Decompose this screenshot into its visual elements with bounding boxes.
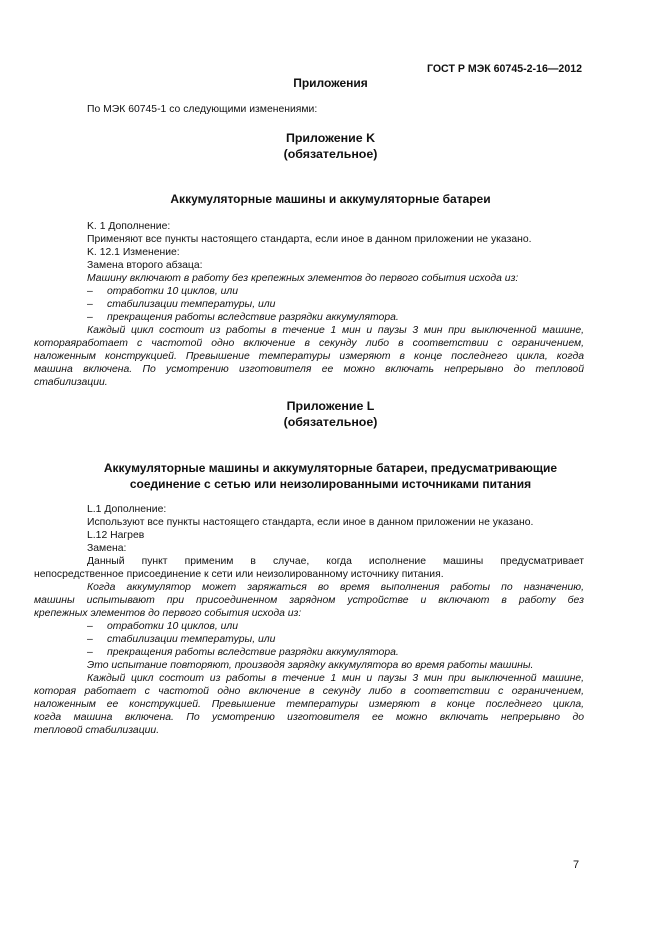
l-list-dash: – (87, 634, 93, 645)
k-para-line: наложенным конструкцией. Превышение температуры измеряют в конце последнего цикла, когда (34, 351, 584, 362)
k-para-line: стабилизации. (34, 377, 108, 388)
appendix-l-subtitle: (обязательное) (283, 415, 378, 429)
k-line-2: Применяют все пункты настоящего стандарта, если иное в данном приложении не указано. (87, 234, 532, 245)
k-para-line: машина включена. По усмотрению изготовителя ее можно включать непрерывно до тепловой (34, 364, 584, 375)
k-line-5: Машину включают в работу без крепежных элементов до первого события исхода из: (87, 273, 519, 284)
k-list-dash: – (87, 286, 93, 297)
l-para1-line: непосредственное присоединение к сети или неизолированному источнику питания. (34, 569, 444, 580)
k-para-line: котораяработает с частотой одно включение в секунду либо в соответствии с ограничением, (34, 338, 584, 349)
appendix-k-title: Приложение K (285, 131, 376, 145)
l-para3-line: тепловой стабилизации. (34, 725, 160, 736)
l-para1-line: Данный пункт применим в случае, когда исполнение машины предусматривает (87, 556, 584, 567)
k-list-item: отработки 10 циклов, или (107, 286, 239, 297)
l-list-dash: – (87, 621, 93, 632)
intro-text: По МЭК 60745-1 со следующими изменениями: (87, 104, 318, 115)
appendix-l-title: Приложение L (286, 399, 375, 413)
l-line-1: L.1 Дополнение: (87, 504, 167, 515)
page-title: Приложения (293, 76, 368, 90)
l-para3-line: которая работает с частотой одно включение в секунду либо в соответствии с ограничением, (34, 686, 584, 697)
k-line-3: K. 12.1 Изменение: (87, 247, 180, 258)
l-line-4: Замена: (87, 543, 127, 554)
l-list-dash: – (87, 647, 93, 658)
l-para2-line: Когда аккумулятор может заряжаться во время выполнения работы по назначению, (87, 582, 584, 593)
l-para2-line: крепежных элементов до первого события исхода из: (34, 608, 302, 619)
appendix-k-heading: Аккумуляторные машины и аккумуляторные батареи (170, 192, 491, 206)
page-number: 7 (573, 859, 580, 871)
appendix-l-heading-2: соединение с сетью или неизолированными источниками питания (129, 477, 532, 491)
k-para-line: Каждый цикл состоит из работы в течение 1 мин и паузы 3 мин при выключенной машине, (87, 325, 584, 336)
k-line-1: K. 1 Дополнение: (87, 221, 171, 232)
l-para3-line: наложенным ее конструкцией. Превышение температуры измеряют в конце последнего цикла, (34, 699, 584, 710)
l-list-item: прекращения работы вследствие разрядки аккумулятора. (107, 647, 399, 658)
appendix-l-heading-1: Аккумуляторные машины и аккумуляторные батареи, предусматривающие (103, 461, 558, 475)
l-line-3: L.12 Нагрев (87, 530, 145, 541)
l-para3-line: когда машина включена. По усмотрению изготовителя ее можно включать непрерывно до (34, 712, 584, 723)
appendix-k-subtitle: (обязательное) (283, 147, 378, 161)
k-list-item: прекращения работы вследствие разрядки аккумулятора. (107, 312, 399, 323)
l-list-item: стабилизации температуры, или (107, 634, 276, 645)
k-line-4: Замена второго абзаца: (87, 260, 203, 271)
l-repeat-line: Это испытание повторяют, производя зарядку аккумулятора во время работы машины. (87, 660, 534, 671)
k-list-dash: – (87, 312, 93, 323)
l-list-item: отработки 10 циклов, или (107, 621, 239, 632)
l-para3-line: Каждый цикл состоит из работы в течение 1 мин и паузы 3 мин при выключенной машине, (87, 673, 584, 684)
l-line-2: Используют все пункты настоящего стандарта, если иное в данном приложении не указано. (87, 517, 534, 528)
k-list-item: стабилизации температуры, или (107, 299, 276, 310)
k-list-dash: – (87, 299, 93, 310)
l-para2-line: машины испытывают при присоединенном зарядном устройстве и включают в работу без (34, 595, 584, 606)
standard-code: ГОСТ Р МЭК 60745-2-16—2012 (426, 63, 582, 75)
